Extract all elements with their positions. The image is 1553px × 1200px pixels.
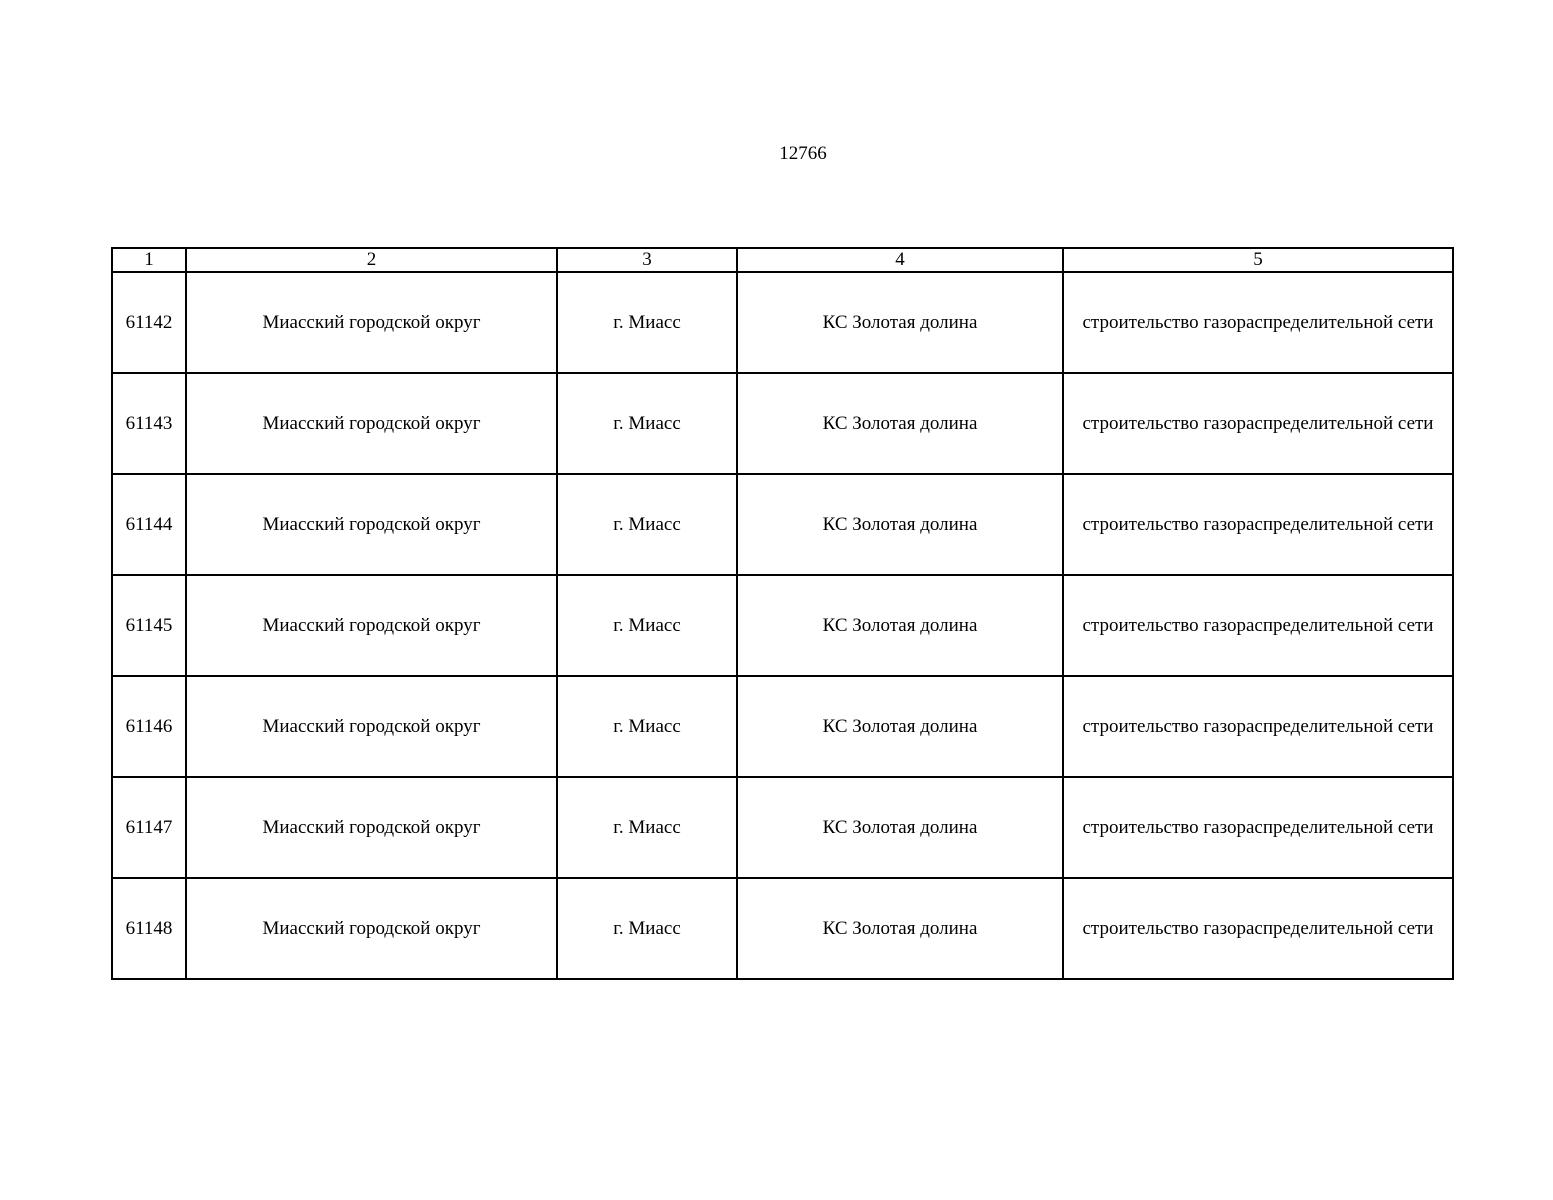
table-row (112, 575, 1453, 676)
source-cell: КС Золотая долина (737, 474, 1063, 575)
data-table (111, 247, 1454, 980)
settlement-cell: г. Миасс (557, 777, 737, 878)
table-row (112, 676, 1453, 777)
source-cell: КС Золотая долина (737, 878, 1063, 979)
source-cell: КС Золотая долина (737, 272, 1063, 373)
settlement-cell: г. Миасс (557, 878, 737, 979)
page-number: 12766 (779, 143, 827, 164)
settlement-cell: г. Миасс (557, 373, 737, 474)
source-cell: КС Золотая долина (737, 676, 1063, 777)
source-cell: КС Золотая долина (737, 777, 1063, 878)
district-cell: Миасский городской округ (186, 575, 557, 676)
column-header: 2 (186, 248, 557, 272)
column-header: 5 (1063, 248, 1453, 272)
row-number-cell: 61148 (112, 878, 186, 979)
activity-cell: строительство газораспределительной сети (1063, 777, 1453, 878)
district-cell: Миасский городской округ (186, 373, 557, 474)
column-header: 1 (112, 248, 186, 272)
settlement-cell: г. Миасс (557, 676, 737, 777)
table-body (112, 272, 1453, 979)
row-number-cell: 61146 (112, 676, 186, 777)
header-row (112, 248, 1453, 272)
source-cell: КС Золотая долина (737, 575, 1063, 676)
column-header: 3 (557, 248, 737, 272)
activity-cell: строительство газораспределительной сети (1063, 474, 1453, 575)
row-number-cell: 61147 (112, 777, 186, 878)
table-row (112, 272, 1453, 373)
row-number-cell: 61142 (112, 272, 186, 373)
district-cell: Миасский городской округ (186, 777, 557, 878)
activity-cell: строительство газораспределительной сети (1063, 676, 1453, 777)
table-row (112, 373, 1453, 474)
district-cell: Миасский городской округ (186, 272, 557, 373)
activity-cell: строительство газораспределительной сети (1063, 575, 1453, 676)
table-row (112, 474, 1453, 575)
settlement-cell: г. Миасс (557, 575, 737, 676)
table-row (112, 878, 1453, 979)
district-cell: Миасский городской округ (186, 474, 557, 575)
row-number-cell: 61144 (112, 474, 186, 575)
source-cell: КС Золотая долина (737, 373, 1063, 474)
settlement-cell: г. Миасс (557, 474, 737, 575)
row-number-cell: 61145 (112, 575, 186, 676)
activity-cell: строительство газораспределительной сети (1063, 272, 1453, 373)
activity-cell: строительство газораспределительной сети (1063, 878, 1453, 979)
column-header: 4 (737, 248, 1063, 272)
settlement-cell: г. Миасс (557, 272, 737, 373)
table-row (112, 777, 1453, 878)
activity-cell: строительство газораспределительной сети (1063, 373, 1453, 474)
district-cell: Миасский городской округ (186, 676, 557, 777)
district-cell: Миасский городской округ (186, 878, 557, 979)
row-number-cell: 61143 (112, 373, 186, 474)
table-header (112, 248, 1453, 272)
